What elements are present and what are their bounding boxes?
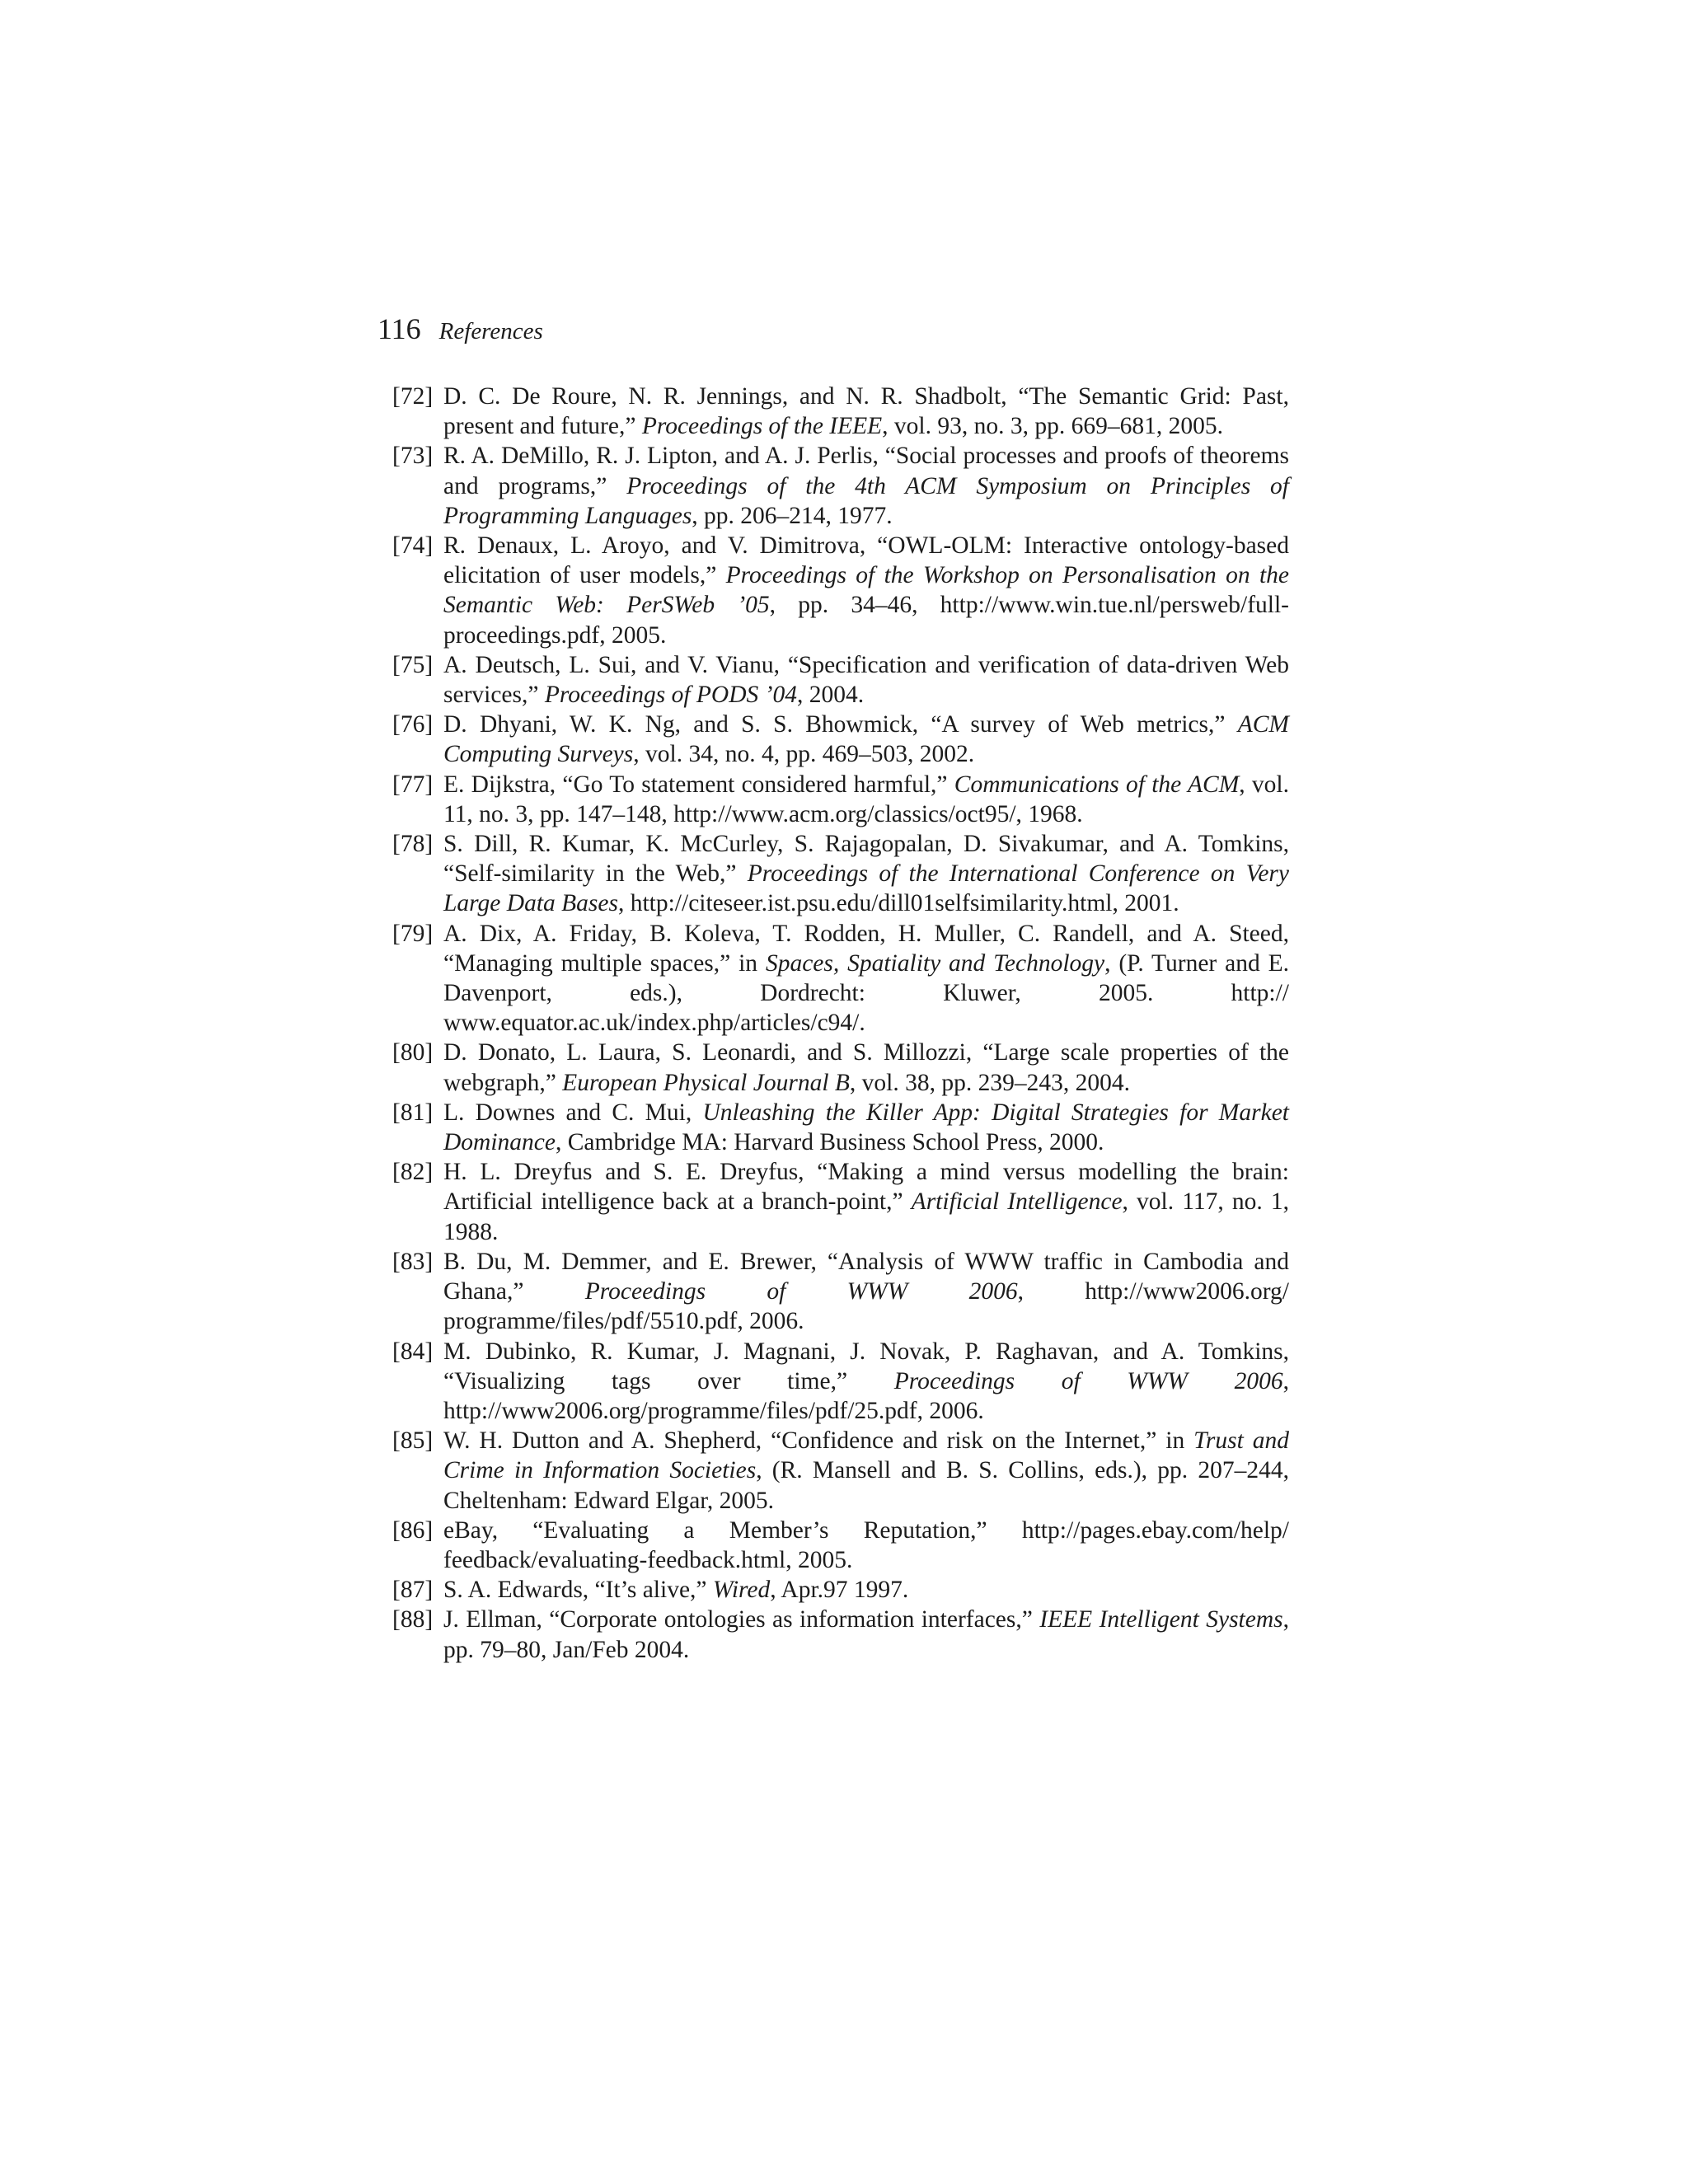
reference-text [443, 652, 1289, 708]
reference-text-segment: E. Dijkstra, “Go To statement considered harmful,” [443, 771, 954, 798]
reference-entry [392, 919, 1289, 1038]
reference-text-segment: H. L. Dreyfus and S. E. Dreyfus, “Making a mind versus modelling the brain: Artificial intelligence back at a branch-point,” [443, 1159, 1289, 1216]
reference-number: [76] [392, 711, 434, 738]
reference-text-segment: , pp. 79–80, Jan/Feb 2004. [443, 1606, 1289, 1663]
reference-text-segment: A. Dix, A. Friday, B. Koleva, T. Rodden, H. Muller, C. Randell, and A. Steed, “Managing multiple spaces,” in [443, 920, 1289, 977]
page-number: 116 [377, 312, 421, 345]
reference-number: [86] [392, 1516, 434, 1544]
reference-text [443, 921, 1289, 1037]
reference-text [443, 1427, 1289, 1513]
reference-text [443, 532, 1289, 649]
reference-text-segment: A. Deutsch, L. Sui, and V. Vianu, “Specification and verification of data-driven Web services,” [443, 651, 1289, 709]
reference-text-segment: , http://citeseer.ist.psu.edu/​dill01selfsimilarity.html, 2001. [617, 890, 1179, 917]
reference-text-segment: , pp. 34–46, http://www.​win.tue.nl/persweb/full-proceedings.pdf, 2005. [443, 592, 1289, 649]
reference-text-segment: R. A. DeMillo, R. J. Lipton, and A. J. Perlis, “Social processes and proofs of theorems and programs,” [443, 443, 1289, 499]
reference-text [443, 1159, 1289, 1244]
reference-title-italic: IEEE Intelligent Systems [1039, 1606, 1283, 1633]
reference-text-segment: L. Downes and C. Mui, [443, 1099, 703, 1126]
reference-text [443, 1517, 1289, 1573]
reference-entry [392, 531, 1289, 650]
reference-number: [75] [392, 651, 434, 678]
reference-entry [392, 1247, 1289, 1337]
reference-text-segment: , vol. 11, no. 3, pp. 147–148, http://www.acm.org/classics/oct95/, 1968. [443, 771, 1290, 827]
running-head [377, 308, 543, 349]
reference-title-italic: Proceedings of WWW 2006 [584, 1278, 1018, 1305]
reference-text [443, 771, 1289, 827]
reference-text [443, 831, 1289, 916]
reference-text-segment: W. H. Dutton and A. Shepherd, “Confidence and risk on the Internet,” in [443, 1427, 1194, 1455]
reference-title-italic: Unleashing the Killer App: Digital Strategies for Market Dominance [443, 1099, 1289, 1156]
reference-text-segment: , Cambridge MA: Harvard Business School Press, 2000. [556, 1129, 1104, 1156]
reference-text-segment: , vol. 34, no. 4, pp. 469–503, 2002. [633, 741, 975, 768]
reference-text-segment: J. Ellman, “Corporate ontologies as information interfaces,” [443, 1606, 1040, 1633]
reference-title-italic: Proceedings of the Workshop on Personalisation on the Semantic Web: PerSWeb ’05 [443, 562, 1289, 619]
reference-entry [392, 1426, 1289, 1516]
reference-number: [84] [392, 1338, 434, 1365]
reference-text-segment: D. Dhyani, W. K. Ng, and S. S. Bhowmick, “A survey of Web metrics,” [443, 711, 1238, 738]
reference-text-segment: , Apr.97 1997. [770, 1577, 909, 1604]
reference-text-segment: , http://www2006.org/​programme/files/pdf/5510.pdf, 2006. [443, 1278, 1289, 1335]
reference-title-italic: Proceedings of WWW 2006 [893, 1367, 1283, 1394]
reference-number: [83] [392, 1248, 434, 1275]
reference-text [443, 443, 1289, 528]
reference-title-italic: Communications of the ACM [954, 771, 1240, 798]
reference-entry [392, 1157, 1289, 1247]
reference-entry [392, 710, 1289, 769]
reference-text-segment: , http://www2006.org/programme/files/pdf/25.pdf, 2006. [443, 1367, 1290, 1424]
reference-title-italic: European Physical Journal B [562, 1069, 850, 1096]
reference-number: [87] [392, 1577, 434, 1604]
reference-number: [77] [392, 771, 434, 798]
reference-number: [82] [392, 1159, 434, 1186]
reference-number: [88] [392, 1606, 434, 1633]
reference-text-segment: , vol. 117, no. 1, 1988. [443, 1188, 1289, 1245]
reference-text [443, 711, 1289, 767]
reference-entry [392, 382, 1289, 441]
reference-title-italic: ACM Computing Surveys [443, 711, 1289, 768]
reference-number: [74] [392, 532, 434, 560]
reference-entry [392, 1038, 1289, 1097]
reference-number: [79] [392, 920, 434, 947]
reference-number: [78] [392, 831, 434, 858]
reference-title-italic: Proceedings of PODS ’04 [544, 682, 797, 709]
reference-text [443, 1039, 1289, 1095]
reference-title-italic: Wired [712, 1577, 771, 1604]
reference-title-italic: Trust and Crime in Information Societies [443, 1427, 1289, 1484]
reference-number: [72] [392, 383, 434, 410]
section-title: References [438, 318, 543, 344]
reference-text-segment: S. A. Edwards, “It’s alive,” [443, 1577, 713, 1604]
reference-text-segment: eBay, “Evaluating a Member’s Reputation,” http://pages.ebay.com/help/​feedback/evaluating-feedback.html, 2005. [443, 1516, 1289, 1573]
reference-text-segment: , 2004. [797, 682, 865, 709]
reference-text-segment: , (P. Turner and E. Davenport, eds.), Dordrecht: Kluwer, 2005. http://​www.equator.ac.uk/index.php/articles/c94/. [443, 949, 1289, 1037]
reference-entry [392, 1098, 1289, 1157]
reference-text [443, 1338, 1289, 1424]
reference-number: [85] [392, 1427, 434, 1455]
reference-text-segment: D. Donato, L. Laura, S. Leonardi, and S. Millozzi, “Large scale properties of the webgraph,” [443, 1039, 1289, 1096]
reference-entry [392, 829, 1289, 919]
reference-title-italic: Proceedings of the IEEE [641, 413, 883, 440]
reference-text-segment: S. Dill, R. Kumar, K. McCurley, S. Rajagopalan, D. Sivakumar, and A. Tomkins, “Self-similarity in the Web,” [443, 831, 1289, 888]
reference-entry [392, 770, 1289, 829]
reference-number: [81] [392, 1099, 434, 1126]
reference-title-italic: Spaces, Spatiality and Technology [765, 949, 1105, 977]
reference-text [443, 1606, 1289, 1662]
reference-text-segment: M. Dubinko, R. Kumar, J. Magnani, J. Novak, P. Raghavan, and A. Tomkins, “Visualizing tags over time,” [443, 1338, 1289, 1394]
reference-text-segment: , pp. 206–214, 1977. [692, 502, 893, 529]
reference-title-italic: Proceedings of the 4th ACM Symposium on Principles of Programming Languages [443, 472, 1289, 529]
reference-text-segment: , vol. 93, no. 3, pp. 669–681, 2005. [882, 413, 1223, 440]
reference-number: [73] [392, 443, 434, 470]
reference-text-segment: B. Du, M. Demmer, and E. Brewer, “Analysis of WWW traffic in Cambodia and Ghana,” [443, 1248, 1289, 1305]
reference-text [443, 1249, 1289, 1334]
reference-list [392, 382, 1289, 1665]
reference-entry [392, 1575, 1289, 1605]
reference-title-italic: Artificial Intelligence [911, 1188, 1123, 1216]
reference-text [443, 1099, 1289, 1155]
reference-entry [392, 650, 1289, 710]
reference-text [443, 1577, 908, 1603]
reference-entry [392, 1605, 1289, 1664]
reference-number: [80] [392, 1039, 434, 1066]
reference-entry [392, 1337, 1289, 1427]
reference-text-segment: , (R. Mansell and B. S. Collins, eds.), pp. 207–244, Cheltenham: Edward Elgar, 2005. [443, 1457, 1289, 1514]
reference-text [443, 383, 1289, 439]
reference-text-segment: , vol. 38, pp. 239–243, 2004. [849, 1069, 1130, 1096]
reference-entry [392, 1516, 1289, 1575]
reference-title-italic: Proceedings of the International Conference on Very Large Data Bases [443, 860, 1289, 917]
reference-text-segment: D. C. De Roure, N. R. Jennings, and N. R. Shadbolt, “The Semantic Grid: Past, present and future,” [443, 383, 1289, 440]
reference-entry [392, 441, 1289, 531]
reference-text-segment: R. Denaux, L. Aroyo, and V. Dimitrova, “OWL-OLM: Interactive ontology-based elicitation of user models,” [443, 532, 1289, 589]
